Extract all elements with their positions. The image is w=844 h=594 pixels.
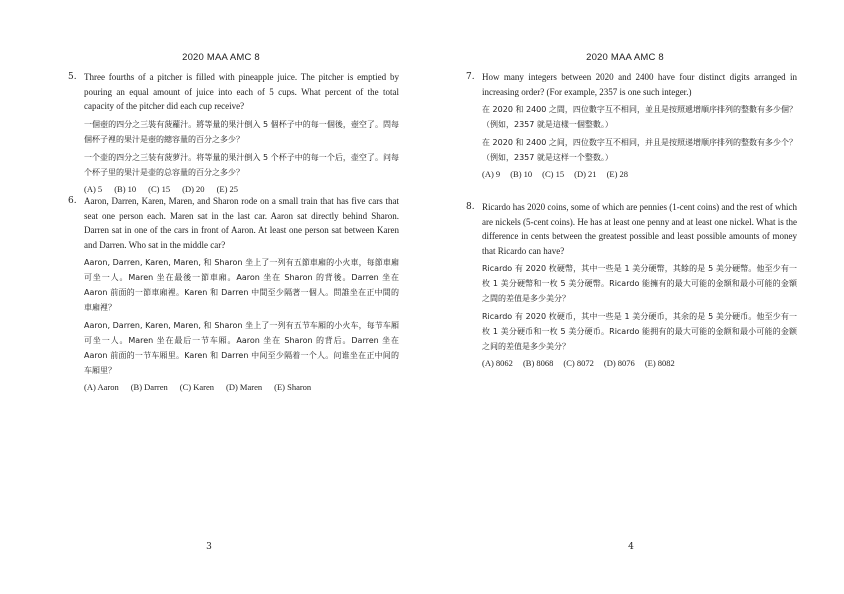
choice-d: (D) 8076 [603, 358, 635, 369]
page-number: 4 [628, 542, 634, 552]
choice-c: (C) 15 [148, 183, 171, 194]
problem-text-english: Three fourths of a pitcher is filled with pineapple juice. The pitcher is emptied by pouring an equal amount of juice into each of 5 cups. What percent of the total capacity of the pitcher did each cup receive? [84, 72, 399, 112]
answer-choices [84, 380, 399, 395]
choice-c: (C) Karen [179, 382, 214, 393]
problem-text-simplified-chinese: 在 2020 和 2400 之间，四位数字互不相同，并且是按照递增顺序排列的整数有多少个？（例如，2357 就是这样一个整数。） [482, 138, 797, 163]
problem-number: 6. [68, 196, 77, 206]
page-header: 2020 MAA AMC 8 [182, 52, 260, 63]
problem-text-simplified-chinese: 一个壶的四分之三装有菠萝汁。将等量的果汁倒入 5 个杯子中的每一个后，壶空了。问每个杯子里的果汁是壶的总容量的百分之多少？ [84, 152, 399, 177]
choice-d: (D) Maren [226, 382, 263, 393]
choice-b: (B) Darren [130, 382, 168, 393]
choice-e: (E) 28 [606, 169, 629, 180]
problem-text-english: Aaron, Darren, Karen, Maren, and Sharon rode on a small train that has five cars that seat one person each. Maren sat in the last car. Aaron sat directly behind Sharon. Darren sat in one of the cars in front of Aaron. At least one person sat between Karen and Darren. Who sat in the middle car? [84, 196, 399, 250]
choice-b: (B) 8068 [522, 358, 554, 369]
problem-text-english: Ricardo has 2020 coins, some of which are pennies (1-cent coins) and the rest of which are nickels (5-cent coins). He has at least one penny and at least one nickel. What is the difference in cents between the greatest possible and least possible amounts of money that Ricardo can have? [482, 202, 797, 256]
problem-text-traditional-chinese: 在 2020 和 2400 之間，四位數字互不相同，並且是按照遞增順序排列的整數有多少個？（例如，2357 就是這樣一個整數。） [482, 105, 797, 130]
problem-text-english: How many integers between 2020 and 2400 have four distinct digits arranged in increasing order? (For example, 2357 is one such integer.) [482, 72, 797, 97]
problem-7 [466, 70, 797, 182]
choice-a: (A) 9 [482, 169, 501, 180]
problem-number: 5. [68, 72, 77, 82]
problem-5 [68, 70, 399, 196]
choice-b: (B) 10 [510, 169, 533, 180]
problem-number: 7. [466, 72, 475, 82]
problem-number: 8. [466, 202, 475, 212]
choice-b: (B) 10 [114, 183, 137, 194]
answer-choices [482, 356, 797, 371]
choice-e: (E) Sharon [274, 382, 312, 393]
problem-text-traditional-chinese: Aaron, Darren, Karen, Maren, 和 Sharon 坐上了一列有五節車廂的小火車，每節車廂可坐一人。Maren 坐在最後一節車廂。Aaron 坐在 Sharon 的背後。Darren 坐在 Aaron 前面的一節車廂裡。Karen 和 Darren 中間至少隔著一個人。問誰坐在正中間的車廂裡？ [84, 258, 399, 313]
problem-8 [466, 200, 797, 371]
choice-a: (A) 8062 [482, 358, 513, 369]
answer-choices [482, 167, 797, 182]
page-number: 3 [206, 542, 212, 552]
choice-e: (E) 8082 [644, 358, 675, 369]
problem-text-simplified-chinese: Aaron, Darren, Karen, Maren, 和 Sharon 坐上了一列有五节车厢的小火车，每节车厢可坐一人。Maren 坐在最后一节车厢。Aaron 坐在 Sharon 的背后。Darren 坐在 Aaron 前面的一节车厢里。Karen 和 Darren 中间至少隔着一个人。问谁坐在正中间的车厢里？ [84, 321, 399, 376]
problem-text-traditional-chinese: 一個壺的四分之三裝有菠蘿汁。將等量的果汁倒入 5 個杯子中的每一個後，壺空了。問每個杯子裡的果汁是壺的總容量的百分之多少？ [84, 119, 399, 144]
page-header: 2020 MAA AMC 8 [586, 52, 664, 63]
problem-6 [68, 194, 399, 395]
choice-d: (D) 21 [574, 169, 597, 180]
choice-c: (C) 15 [542, 169, 565, 180]
choice-d: (D) 20 [182, 183, 205, 194]
problem-text-traditional-chinese: Ricardo 有 2020 枚硬幣，其中一些是 1 美分硬幣，其餘的是 5 美分硬幣。他至少有一枚 1 美分硬幣和一枚 5 美分硬幣。Ricardo 能擁有的最大可能的金額和最小可能的金額之間的差值是多少美分？ [482, 264, 797, 304]
choice-c: (C) 8072 [563, 358, 594, 369]
choice-e: (E) 25 [216, 183, 239, 194]
choice-a: (A) Aaron [84, 382, 119, 393]
choice-a: (A) 5 [84, 183, 103, 194]
problem-text-simplified-chinese: Ricardo 有 2020 枚硬币，其中一些是 1 美分硬币，其余的是 5 美分硬币。他至少有一枚 1 美分硬币和一枚 5 美分硬币。Ricardo 能拥有的最大可能的金额和最小可能的金额之间的差值是多少美分？ [482, 312, 797, 352]
